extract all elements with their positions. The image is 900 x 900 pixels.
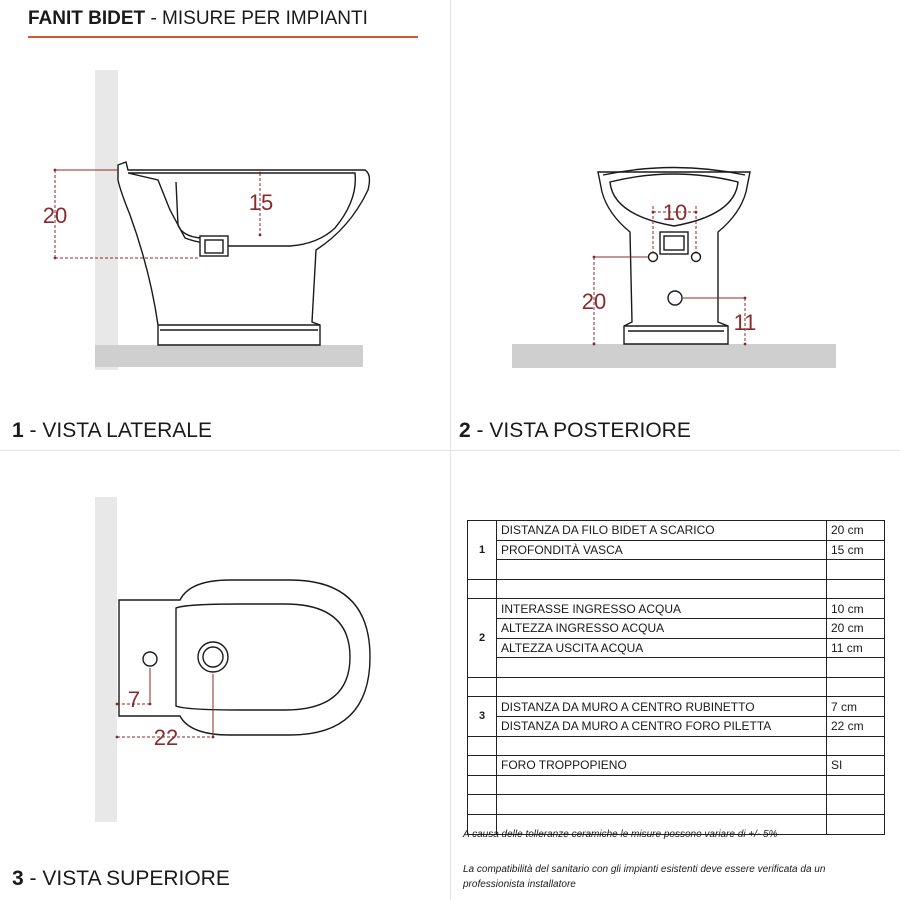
top-view-number: 3 bbox=[12, 867, 24, 890]
top-view-wall bbox=[95, 497, 117, 822]
side-view-label bbox=[12, 419, 212, 443]
table-row bbox=[468, 521, 885, 541]
table-row-spacer bbox=[468, 579, 885, 599]
table-cell-value: 20 cm bbox=[827, 618, 885, 638]
brand-name: FANIT BIDET bbox=[28, 8, 146, 29]
table-row-spacer bbox=[468, 736, 885, 756]
rear-view bbox=[512, 168, 836, 369]
side-view-dim-20: 20 bbox=[42, 203, 68, 228]
table-cell-label: DISTANZA DA MURO A CENTRO RUBINETTO bbox=[497, 697, 827, 717]
side-view-title: - VISTA LATERALE bbox=[23, 419, 212, 442]
table-row bbox=[468, 756, 885, 776]
table-row-empty bbox=[468, 560, 885, 580]
table-row-spacer bbox=[468, 677, 885, 697]
table-cell-label: ALTEZZA INGRESSO ACQUA bbox=[497, 618, 827, 638]
compatibility-note: La compatibilità del sanitario con gli impianti esistenti deve essere verificata da un professionista installatore bbox=[463, 864, 826, 890]
rear-view-dim-20: 20 bbox=[581, 289, 607, 314]
table-row bbox=[468, 540, 885, 560]
table-group-number: 2 bbox=[468, 599, 497, 677]
rear-view-dim-10: 10 bbox=[662, 200, 688, 225]
rear-view-floor bbox=[512, 344, 836, 368]
side-view-dim-15: 15 bbox=[248, 190, 274, 215]
table-row bbox=[468, 618, 885, 638]
table-cell-value: 10 cm bbox=[827, 599, 885, 619]
table-cell-label: FORO TROPPOPIENO bbox=[497, 756, 827, 776]
top-view-dim-22: 22 bbox=[153, 725, 179, 750]
table-row-empty bbox=[468, 795, 885, 815]
side-view-number: 1 bbox=[12, 419, 24, 442]
top-view-title: - VISTA SUPERIORE bbox=[23, 867, 230, 890]
table-row-empty bbox=[468, 658, 885, 678]
rear-view-title: - VISTA POSTERIORE bbox=[470, 419, 691, 442]
table-cell-value: 20 cm bbox=[827, 521, 885, 541]
top-view bbox=[95, 497, 370, 822]
table-cell-label: DISTANZA DA FILO BIDET A SCARICO bbox=[497, 521, 827, 541]
table-cell-label: DISTANZA DA MURO A CENTRO FORO PILETTA bbox=[497, 716, 827, 736]
table-cell-label: INTERASSE INGRESSO ACQUA bbox=[497, 599, 827, 619]
top-view-label bbox=[12, 867, 230, 891]
title-subtitle: - MISURE PER IMPIANTI bbox=[145, 8, 368, 29]
table-cell-value: 7 cm bbox=[827, 697, 885, 717]
tolerance-note: A causa delle tolleranze ceramiche le misure possono variare di +/- 5% bbox=[463, 829, 778, 840]
table-cell-value: SI bbox=[827, 756, 885, 776]
top-view-dim-7: 7 bbox=[127, 687, 141, 712]
table-cell-value: 22 cm bbox=[827, 716, 885, 736]
side-view-floor bbox=[95, 345, 363, 367]
table-row bbox=[468, 716, 885, 736]
measurements-table bbox=[467, 520, 885, 835]
table-group-number: 3 bbox=[468, 697, 497, 736]
rear-view-bidet bbox=[598, 168, 750, 345]
rear-view-number: 2 bbox=[459, 419, 471, 442]
rear-view-label bbox=[459, 419, 691, 443]
top-view-bidet bbox=[119, 580, 370, 735]
table-cell-value: 15 cm bbox=[827, 540, 885, 560]
table-group-number: 1 bbox=[468, 521, 497, 580]
table-row-empty bbox=[468, 775, 885, 795]
table-cell-label: PROFONDITÀ VASCA bbox=[497, 540, 827, 560]
table-row bbox=[468, 599, 885, 619]
side-view bbox=[43, 70, 370, 370]
side-view-bidet bbox=[118, 162, 369, 345]
table-cell-value: 11 cm bbox=[827, 638, 885, 658]
table-cell-label: ALTEZZA USCITA ACQUA bbox=[497, 638, 827, 658]
table-row bbox=[468, 638, 885, 658]
rear-view-dim-11: 11 bbox=[733, 310, 757, 335]
side-view-wall bbox=[95, 70, 118, 370]
table-row bbox=[468, 697, 885, 717]
table-group-number bbox=[468, 756, 497, 776]
